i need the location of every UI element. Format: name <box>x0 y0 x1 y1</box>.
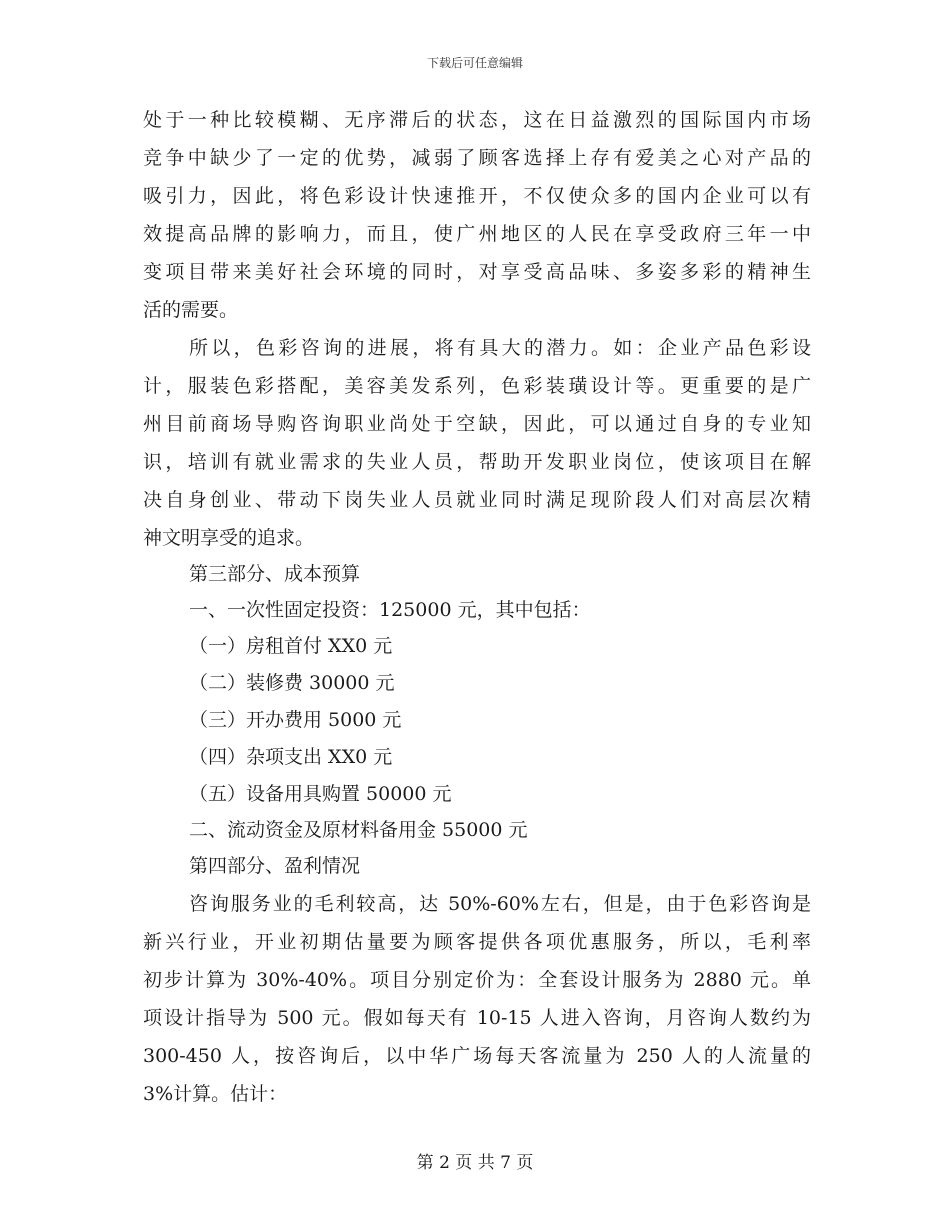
paragraph-line: 300-450 人，按咨询后，以中华广场每天客流量为 250 人的人流量的 <box>143 1045 811 1067</box>
paragraph-line: 新兴行业，开业初期估量要为顾客提供各项优惠服务，所以，毛利率 <box>143 931 811 953</box>
page-number-footer: 第 2 页 共 7 页 <box>416 1153 534 1173</box>
section-heading: 第四部分、盈利情况 <box>189 855 361 877</box>
paragraph-line: 识，培训有就业需求的失业人员，帮助开发职业岗位，使该项目在解 <box>143 451 811 473</box>
paragraph-line: 初步计算为 30%-40%。项目分别定价为：全套设计服务为 2880 元。单 <box>143 969 811 991</box>
paragraph-line: 3%计算。估计： <box>143 1083 288 1105</box>
list-item: 一、一次性固定投资：125000 元，其中包括： <box>189 599 591 621</box>
list-item: （一）房租首付 XX0 元 <box>189 635 393 657</box>
paragraph-line: 计，服装色彩搭配，美容美发系列，色彩装璜设计等。更重要的是广 <box>143 375 811 397</box>
paragraph-line: 吸引力，因此，将色彩设计快速推开，不仅使众多的国内企业可以有 <box>143 185 811 207</box>
paragraph-line: 效提高品牌的影响力，而且，使广州地区的人民在享受政府三年一中 <box>143 223 811 245</box>
paragraph-line: 竞争中缺少了一定的优势，减弱了顾客选择上存有爱美之心对产品的 <box>143 147 811 169</box>
paragraph-line: 咨询服务业的毛利较高，达 50%-60%左右，但是，由于色彩咨询是 <box>189 893 811 915</box>
paragraph-line: 活的需要。 <box>143 299 239 321</box>
paragraph-line: 所以，色彩咨询的进展，将有具大的潜力。如：企业产品色彩设 <box>189 337 811 359</box>
list-item: 二、流动资金及原材料备用金 55000 元 <box>189 819 528 841</box>
page-header: 下载后可任意编辑 <box>426 56 523 70</box>
list-item: （四）杂项支出 XX0 元 <box>189 746 393 768</box>
paragraph-line: 州目前商场导购咨询职业尚处于空缺，因此，可以通过自身的专业知 <box>143 413 811 435</box>
paragraph-line: 处于一种比较模糊、无序滞后的状态，这在日益激烈的国际国内市场 <box>143 109 811 131</box>
paragraph-line: 神文明享受的追求。 <box>143 527 315 549</box>
section-heading: 第三部分、成本预算 <box>189 563 361 585</box>
paragraph-line: 决自身创业、带动下岗失业人员就业同时满足现阶段人们对高层次精 <box>143 489 811 511</box>
list-item: （五）设备用具购置 50000 元 <box>189 783 452 805</box>
list-item: （三）开办费用 5000 元 <box>189 709 402 731</box>
list-item: （二）装修费 30000 元 <box>189 672 395 694</box>
paragraph-line: 项设计指导为 500 元。假如每天有 10-15 人进入咨询，月咨询人数约为 <box>143 1007 811 1029</box>
paragraph-line: 变项目带来美好社会环境的同时，对享受高品味、多姿多彩的精神生 <box>143 261 811 283</box>
